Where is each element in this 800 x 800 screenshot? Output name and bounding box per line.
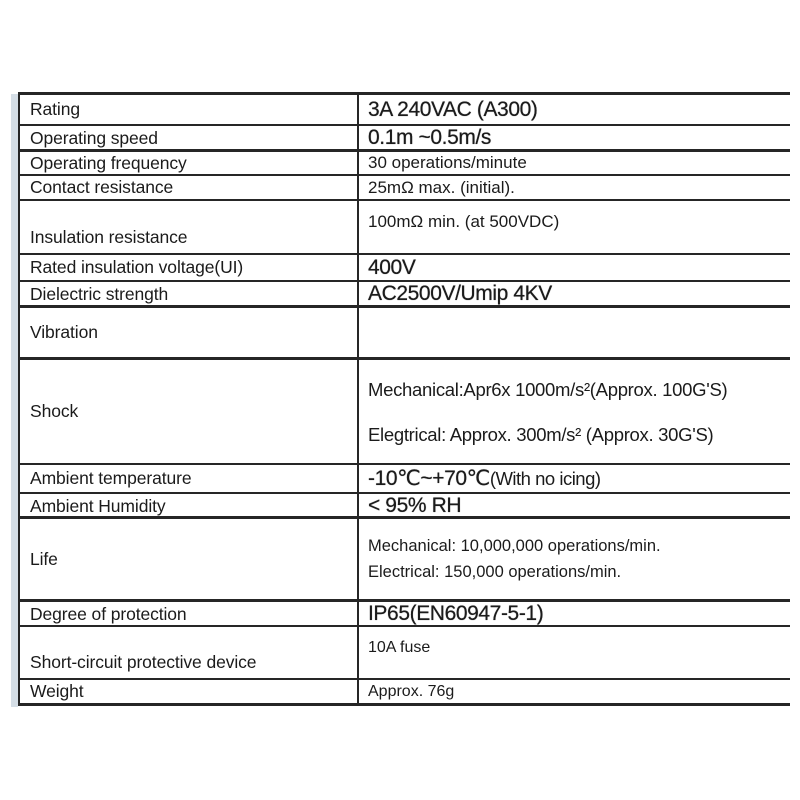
value-text: < 95% RH (368, 494, 462, 517)
value-text: 25mΩ max. (initial). (368, 177, 515, 197)
row-value (359, 360, 790, 463)
value-text: 400V (368, 255, 416, 279)
row-label (20, 201, 359, 253)
value-text: -10℃~+70℃ (368, 467, 490, 490)
row-label (20, 602, 359, 626)
table-row (20, 95, 790, 126)
row-label (20, 255, 359, 280)
table-row (20, 680, 790, 706)
row-label (20, 282, 359, 306)
label-text: Rated insulation voltage(UI) (30, 257, 244, 277)
row-label (20, 627, 359, 678)
row-value (359, 494, 790, 518)
label-text: Shock (30, 401, 79, 421)
label-text: Dielectric strength (30, 283, 169, 304)
row-value (359, 152, 790, 174)
row-label (20, 152, 359, 174)
row-label (20, 494, 359, 518)
table-row (20, 308, 790, 360)
row-label (20, 360, 359, 463)
label-text: Ambient Humidity (30, 495, 166, 516)
row-label (20, 126, 359, 150)
label-text: Contact resistance (30, 177, 174, 197)
table-row (20, 201, 790, 255)
value-text: 30 operations/minute (368, 153, 527, 172)
label-text: Short-circuit protective device (30, 652, 257, 672)
value-note: (With no icing) (489, 467, 601, 489)
value-text: 100mΩ min. (at 500VDC) (368, 212, 560, 231)
table-row (20, 255, 790, 282)
label-text: Degree of protection (30, 603, 187, 624)
label-text: Life (30, 548, 58, 569)
row-value (359, 465, 790, 492)
label-text: Vibration (30, 322, 98, 342)
row-value (359, 126, 790, 150)
table-row (20, 282, 790, 308)
table-row (20, 519, 790, 602)
row-label (20, 680, 359, 703)
table-row (20, 126, 790, 152)
row-value (359, 255, 790, 280)
row-value (359, 95, 790, 124)
row-value (359, 519, 790, 599)
row-label (20, 519, 359, 599)
row-value (359, 622, 790, 673)
value-line-2: Elegtrical: Approx. 300m/s² (Approx. 30G'S) (368, 423, 714, 445)
value-text: Approx. 76g (368, 682, 455, 700)
value-line-2: Electrical: 150,000 operations/min. (368, 563, 622, 581)
value-text: 10A fuse (368, 638, 431, 656)
label-text: Insulation resistance (30, 227, 188, 247)
label-text: Weight (30, 681, 84, 701)
row-label (20, 308, 359, 357)
row-value (359, 196, 790, 248)
row-label (20, 95, 359, 124)
value-line-1: Mechanical: 10,000,000 operations/min. (368, 537, 661, 555)
value-line-1: Mechanical:Apr6x 1000m/s²(Approx. 100G'S) (368, 378, 728, 400)
left-shadow-band (11, 94, 18, 707)
row-value (359, 308, 790, 357)
spec-table (18, 92, 790, 706)
value-text: 3A 240VAC (A300) (368, 97, 538, 121)
table-row (20, 465, 790, 494)
row-value (359, 680, 790, 703)
table-row (20, 360, 790, 465)
table-row (20, 627, 790, 680)
value-text: AC2500V/Umip 4KV (368, 282, 552, 305)
label-text: Rating (30, 99, 80, 119)
value-text: 0.1m ~0.5m/s (368, 126, 492, 149)
row-value (359, 282, 790, 306)
table-row (20, 494, 790, 519)
value-text: IP65(EN60947-5-1) (368, 602, 544, 625)
label-text: Operating frequency (30, 152, 187, 173)
label-text: Operating speed (30, 127, 158, 148)
row-label (20, 465, 359, 492)
label-text: Ambient temperature (30, 468, 192, 488)
table-row (20, 152, 790, 176)
row-label (20, 176, 359, 199)
